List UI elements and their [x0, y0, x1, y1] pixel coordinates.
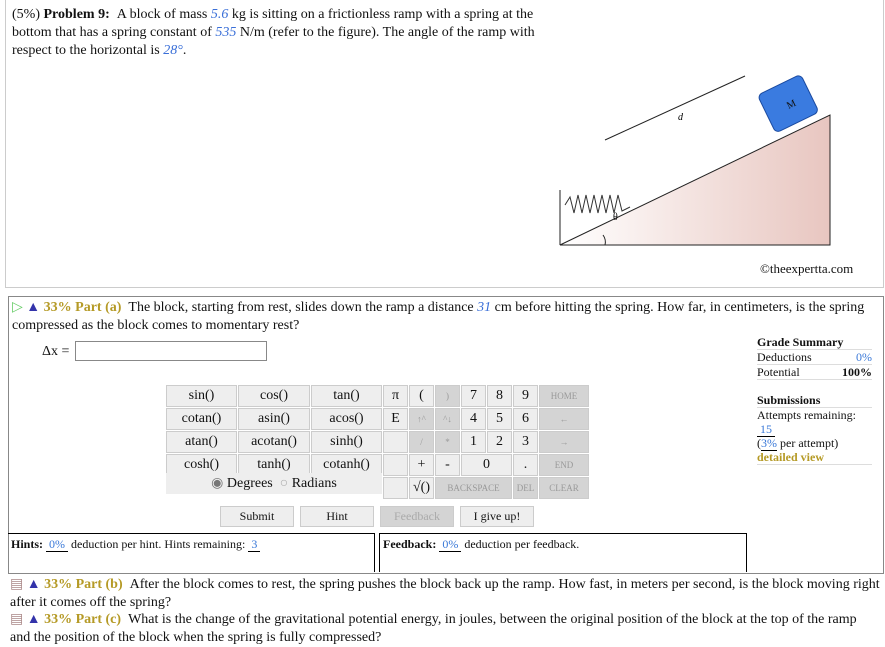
attempts-remaining: 15 [757, 422, 775, 437]
part-b-label: 33% Part (b) [44, 577, 123, 592]
key[interactable]: → [539, 431, 589, 453]
radians-label[interactable]: Radians [291, 475, 337, 491]
text: The block, starting from rest, slides down the ramp a distance [128, 300, 474, 315]
key[interactable]: HOME [539, 385, 589, 407]
grade-summary-title: Grade Summary [757, 335, 844, 349]
warning-icon: ▲ [26, 577, 41, 592]
text: per attempt) [780, 436, 839, 450]
key[interactable]: 8 [487, 385, 512, 407]
part-icon: ▤ [10, 577, 24, 592]
feedback-deduction: 0% [439, 537, 461, 552]
key[interactable]: 0 [461, 454, 512, 476]
feedback-button[interactable]: Feedback [380, 506, 454, 527]
text: N/m (refer to the figure). The angle of the [239, 25, 475, 40]
text: deduction per hint. Hints remaining: [71, 537, 246, 551]
key[interactable]: 3 [513, 431, 538, 453]
key[interactable]: ( [409, 385, 434, 407]
ramp-figure [550, 70, 840, 255]
key[interactable]: √() [409, 477, 434, 499]
key[interactable]: asin() [238, 408, 310, 430]
text: right after it comes off the spring? [10, 577, 880, 610]
key[interactable]: 2 [487, 431, 512, 453]
problem-statement [12, 6, 552, 60]
expand-arrow-icon[interactable]: ▷ [12, 300, 23, 315]
feedback-box [379, 533, 747, 572]
key[interactable]: tanh() [238, 454, 310, 476]
deductions-value: 0% [856, 350, 872, 364]
hint-button[interactable]: Hint [300, 506, 374, 527]
key[interactable]: 7 [461, 385, 486, 407]
degrees-label[interactable]: Degrees [226, 475, 273, 491]
key[interactable] [383, 454, 408, 476]
key[interactable]: 4 [461, 408, 486, 430]
spring [565, 195, 630, 213]
key[interactable]: tan() [311, 385, 382, 407]
distance-value: 31 [477, 300, 492, 315]
key[interactable]: π [383, 385, 408, 407]
text: After the block comes to rest, the spring pushes the block back up the ramp. How fast, in meters per second, is the block moving [129, 577, 850, 592]
distance-label: d [678, 112, 683, 123]
key[interactable]: cotan() [166, 408, 237, 430]
attempts-label: Attempts remaining: [757, 408, 856, 422]
key[interactable]: DEL [513, 477, 538, 499]
part-c-label: 33% Part (c) [44, 612, 122, 627]
problem-label: Problem 9: [43, 7, 110, 22]
hints-label: Hints: [11, 537, 44, 551]
key[interactable]: ) [435, 385, 460, 407]
text: What is the change of the gravitational potential energy, in joules, between the original position of the block at the top of the [128, 612, 825, 627]
submissions-title: Submissions [757, 393, 821, 407]
key[interactable]: BACKSPACE [435, 477, 512, 499]
spring-constant-value: 535 [215, 25, 237, 40]
hints-box [8, 533, 375, 572]
key[interactable]: END [539, 454, 589, 476]
key[interactable]: ^↓ [435, 408, 460, 430]
warning-icon: ▲ [26, 300, 41, 315]
key[interactable]: sin() [166, 385, 237, 407]
key[interactable]: - [435, 454, 460, 476]
part-c-question[interactable] [10, 611, 880, 647]
key[interactable]: 1 [461, 431, 486, 453]
detailed-view-link[interactable]: detailed view [757, 450, 824, 464]
distance-arrow [605, 76, 745, 140]
potential-value: 100% [842, 365, 872, 379]
give-up-button[interactable]: I give up! [460, 506, 534, 527]
text: the bottom that has a spring constant of [12, 7, 534, 40]
hints-remaining: 3 [248, 537, 260, 552]
key[interactable]: 5 [487, 408, 512, 430]
svg-text:M: M [785, 97, 798, 112]
key[interactable]: cosh() [166, 454, 237, 476]
key[interactable]: cos() [238, 385, 310, 407]
submit-button[interactable]: Submit [220, 506, 294, 527]
deductions-label: Deductions [757, 350, 812, 364]
key[interactable]: 9 [513, 385, 538, 407]
key[interactable]: acos() [311, 408, 382, 430]
hint-deduction: 0% [46, 537, 68, 552]
text: cm before hitting the spring. How far, in centimeters, is the [494, 300, 826, 315]
mass-value: 5.6 [210, 7, 229, 22]
text: kg is sitting on a frictionless ramp with a spring at [231, 7, 513, 22]
text: A block of mass [116, 7, 208, 22]
answer-input[interactable] [75, 341, 267, 361]
text: ( [757, 436, 761, 450]
key[interactable]: / [409, 431, 434, 453]
key[interactable] [383, 431, 408, 453]
key[interactable]: CLEAR [539, 477, 589, 499]
key[interactable]: E [383, 408, 408, 430]
text: spring compressed as the block comes to momentary rest? [12, 300, 865, 333]
key[interactable]: * [435, 431, 460, 453]
watermark: ©theexpertta.com [760, 261, 854, 276]
key[interactable]: . [513, 454, 538, 476]
warning-icon: ▲ [26, 612, 41, 627]
key[interactable]: ← [539, 408, 589, 430]
text: . [182, 43, 187, 58]
part-icon: ▤ [10, 612, 24, 627]
part-b-question[interactable] [10, 576, 880, 612]
part-a-label: 33% Part (a) [43, 300, 122, 315]
theta-label: θ [613, 212, 618, 223]
key[interactable]: 6 [513, 408, 538, 430]
angle-value: 28° [163, 43, 183, 58]
part-a-question [12, 299, 872, 335]
answer-label: Δx = [42, 344, 70, 359]
potential-label: Potential [757, 365, 800, 379]
key[interactable]: acotan() [238, 431, 310, 453]
angle-mode [166, 473, 382, 494]
per-attempt-pct: 3% [761, 436, 777, 450]
text: ramp and the position of the block when the spring is fully compressed? [10, 612, 857, 645]
key[interactable] [383, 477, 408, 499]
key[interactable]: + [409, 454, 434, 476]
key[interactable]: atan() [166, 431, 237, 453]
problem-weight: (5%) [12, 7, 40, 22]
key[interactable]: cotanh() [311, 454, 382, 476]
key[interactable]: ↑^ [409, 408, 434, 430]
ramp [560, 115, 830, 245]
text: ramp with respect to the horizontal is [12, 25, 535, 58]
radians-radio[interactable]: ○ [279, 475, 289, 491]
key[interactable]: sinh() [311, 431, 382, 453]
grade-summary [757, 335, 872, 465]
text: deduction per feedback. [464, 537, 580, 551]
feedback-label: Feedback: [383, 537, 437, 551]
degrees-radio[interactable]: ◉ [211, 476, 224, 491]
